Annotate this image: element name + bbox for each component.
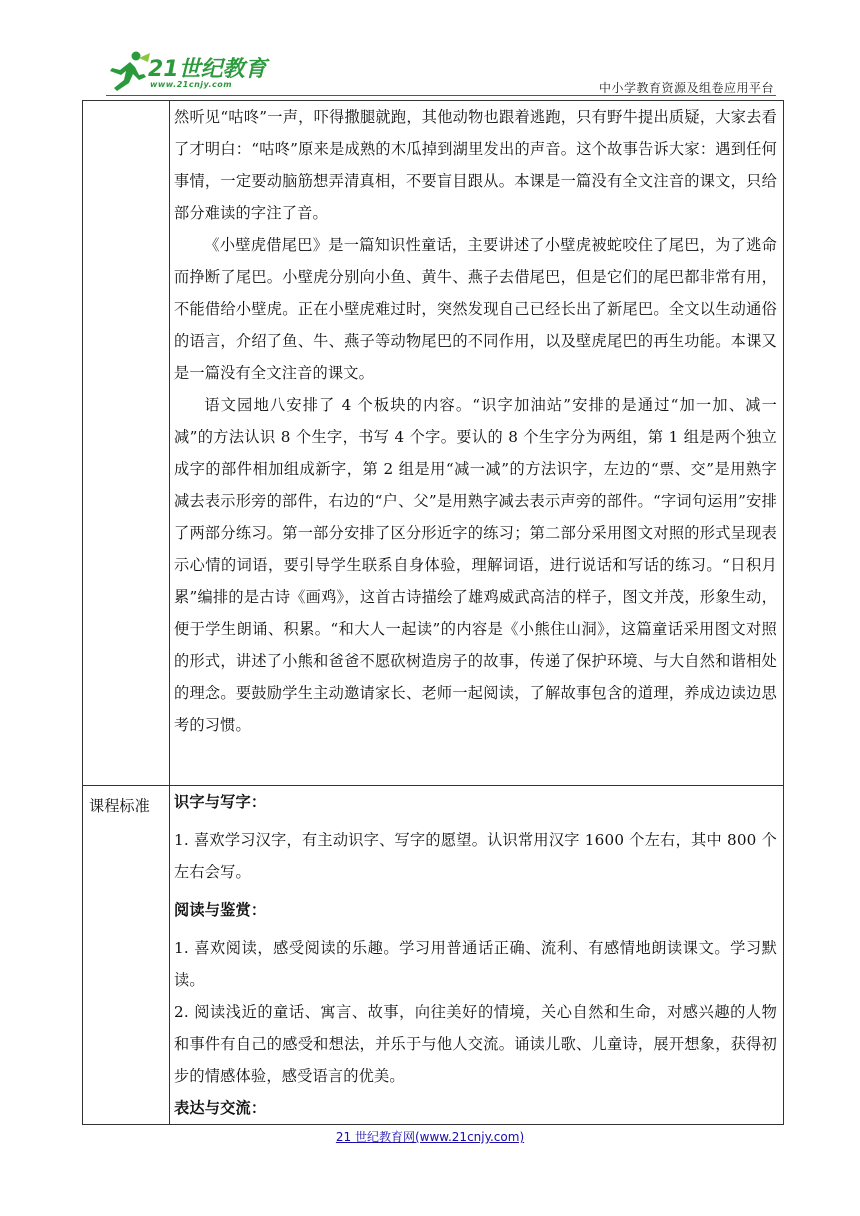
footer-site-link[interactable]: 21 世纪教育网(www.21cnjy.com) [335,1130,525,1144]
lesson-analysis-table [82,100,784,1125]
page-footer [0,1128,860,1145]
header-divider [106,95,776,96]
heading-literacy-writing: 识字与写字： [174,793,267,811]
running-figure-logo-icon [106,50,152,94]
standard-item-literacy-1: 1. 喜欢学习汉字，有主动识字、写字的愿望。认识常用汉字 1600 个左右，其中 800 个左右会写。 [174,831,777,881]
heading-expression-communication: 表达与交流： [174,1099,267,1117]
curriculum-label-cell [83,786,170,1125]
paragraph-gudong: 然听见“咕咚”一声，吓得撒腿就跑，其他动物也跟着逃跑，只有野牛提出质疑，大家去看了才明白：“咕咚”原来是成熟的木瓜掉到湖里发出的声音。这个故事告诉大家：遇到任何事情，一定要动脑筋想弄清真相，不要盲目跟从。本课是一篇没有全文注音的课文，只给部分难读的字注了音。 [174,108,777,222]
logo-url: www.21cnjy.com [150,80,233,89]
logo-title: 21世纪教育 [148,57,267,82]
paragraph-language-garden: 语文园地八安排了 4 个板块的内容。“识字加油站”安排的是通过“加一加、减一减”的方法认识 8 个生字，书写 4 个字。要认的 8 个生字分为两组，第 1 组是两个独立成字的部件相加组成新字，第 2 组是用“减一减”的方法识字，左边的“票、交”是用熟字减去表示形旁的部件，右边的“户、父”是用熟字减去表示声旁的部件。“字词句运用”安排了两部分练习。第一部分安排了区分形近字的练习；第二部分采用图文对照的形式呈现表示心情的词语，要引导学生联系自身体验，理解词语，进行说话和写话的练习。“日积月累”编排的是古诗《画鸡》，这首古诗描绘了雄鸡威武高洁的样子，图文并茂，形象生动，便于学生朗诵、积累。“和大人一起读”的内容是《小熊住山洞》，这篇童话采用图文对照的形式，讲述了小熊和爸爸不愿砍树造房子的故事，传递了保护环境、与大自然和谐相处的理念。要鼓励学生主动邀请家长、老师一起阅读，了解故事包含的道理，养成边读边思考的习惯。 [174,396,777,734]
standard-item-reading-1: 1. 喜欢阅读，感受阅读的乐趣。学习用普通话正确、流利、有感情地朗读课文。学习默读。 [174,939,777,989]
row-label [83,101,169,105]
material-content-cell [170,101,784,786]
table-row-material-analysis [83,101,784,786]
row-label-cell [83,101,170,786]
heading-reading-appreciation: 阅读与鉴赏： [174,901,267,919]
paragraph-little-gecko: 《小壁虎借尾巴》是一篇知识性童话，主要讲述了小壁虎被蛇咬住了尾巴，为了逃命而挣断了尾巴。小壁虎分别向小鱼、黄牛、燕子去借尾巴，但是它们的尾巴都非常有用，不能借给小壁虎。正在小壁虎难过时，突然发现自己已经长出了新尾巴。全文以生动通俗的语言，介绍了鱼、牛、燕子等动物尾巴的不同作用，以及壁虎尾巴的再生功能。本课又是一篇没有全文注音的课文。 [174,236,777,382]
site-logo[interactable] [106,50,276,94]
standard-item-reading-2: 2. 阅读浅近的童话、寓言、故事，向往美好的情境，关心自然和生命，对感兴趣的人物和事件有自己的感受和想法，并乐于与他人交流。诵读儿歌、儿童诗，展开想象，获得初步的情感体验，感受语言的优美。 [174,1003,777,1085]
platform-tagline: 中小学教育资源及组卷应用平台 [598,81,774,95]
curriculum-label: 课程标准 [89,797,150,815]
curriculum-content-cell [170,786,784,1125]
table-row-curriculum-standard [83,786,784,1125]
page-header [0,0,860,100]
